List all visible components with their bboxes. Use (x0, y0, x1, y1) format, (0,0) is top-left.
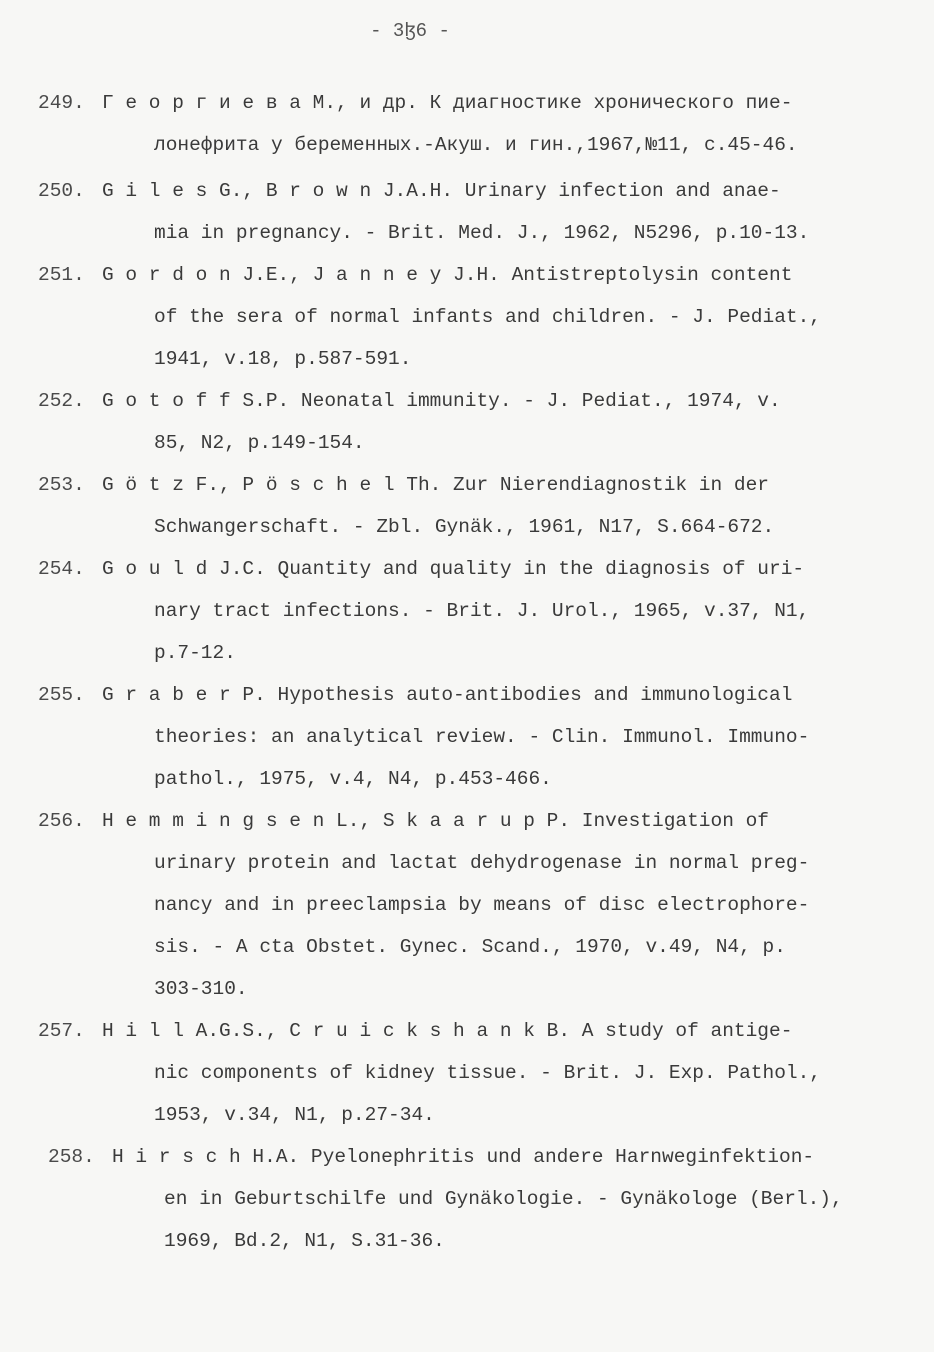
reference-254 (38, 548, 898, 674)
page-number: - 3ɮ6 - (370, 20, 450, 42)
reference-line: nic components of kidney tissue. - Brit. J. Exp. Pathol., (154, 1062, 822, 1084)
reference-text (102, 254, 862, 380)
reference-number: 253. (38, 474, 85, 496)
reference-line: H i l l A.G.S., C r u i c k s h a n k B. A study of antige- (102, 1020, 793, 1042)
reference-number: 249. (38, 92, 85, 114)
reference-text (102, 464, 862, 548)
reference-line: mia in pregnancy. - Brit. Med. J., 1962, N5296, p.10-13. (154, 222, 810, 244)
reference-number: 258. (48, 1146, 95, 1168)
reference-253 (38, 464, 898, 548)
reference-number: 250. (38, 180, 85, 202)
reference-line: 1953, v.34, N1, p.27-34. (154, 1104, 435, 1126)
reference-line: sis. - A cta Obstet. Gynec. Scand., 1970, v.49, N4, p. (154, 936, 786, 958)
reference-line: G o t o f f S.P. Neonatal immunity. - J. Pediat., 1974, v. (102, 390, 781, 412)
reference-251 (38, 254, 898, 380)
reference-line: Schwangerschaft. - Zbl. Gynäk., 1961, N17, S.664-672. (154, 516, 775, 538)
reference-line: pathol., 1975, v.4, N4, p.453-466. (154, 768, 552, 790)
reference-text (102, 380, 862, 464)
reference-line: of the sera of normal infants and children. - J. Pediat., (154, 306, 822, 328)
reference-line: G o u l d J.C. Quantity and quality in the diagnosis of uri- (102, 558, 805, 580)
reference-line: p.7-12. (154, 642, 236, 664)
reference-line: G ö t z F., P ö s c h e l Th. Zur Nierendiagnostik in der (102, 474, 770, 496)
reference-line: H e m m i n g s e n L., S k a a r u p P. Investigation of (102, 810, 770, 832)
reference-line: 85, N2, p.149-154. (154, 432, 365, 454)
reference-line: en in Geburtschilfe und Gynäkologie. - Gynäkologe (Berl.), (164, 1188, 843, 1210)
reference-line: G i l e s G., B r o w n J.A.H. Urinary infection and anae- (102, 180, 781, 202)
reference-text (102, 170, 862, 254)
reference-258 (48, 1136, 898, 1262)
reference-text (102, 674, 862, 800)
reference-line: 1969, Bd.2, N1, S.31-36. (164, 1230, 445, 1252)
reference-number: 255. (38, 684, 85, 706)
reference-255 (38, 674, 898, 800)
reference-249 (38, 82, 898, 166)
reference-number: 254. (38, 558, 85, 580)
reference-line: Г е о р г и е в а М., и др. К диагностике хронического пие- (102, 92, 793, 114)
reference-256 (38, 800, 898, 1010)
reference-number: 257. (38, 1020, 85, 1042)
reference-line: G r a b e r P. Hypothesis auto-antibodies and immunological (102, 684, 793, 706)
reference-line: nary tract infections. - Brit. J. Urol., 1965, v.37, N1, (154, 600, 810, 622)
reference-text (102, 548, 862, 674)
reference-line: theories: an analytical review. - Clin. Immunol. Immuno- (154, 726, 810, 748)
reference-text (102, 1010, 862, 1136)
reference-250 (38, 170, 898, 254)
reference-line: 1941, v.18, p.587-591. (154, 348, 412, 370)
reference-list (38, 82, 898, 1262)
reference-line: H i r s c h H.A. Pyelonephritis und andere Harnweginfektion- (112, 1146, 815, 1168)
reference-252 (38, 380, 898, 464)
reference-text (102, 800, 862, 1010)
reference-text (112, 1136, 872, 1262)
reference-text (102, 82, 862, 166)
reference-line: nancy and in preeclampsia by means of disc electrophore- (154, 894, 810, 916)
reference-number: 252. (38, 390, 85, 412)
reference-line: 303-310. (154, 978, 248, 1000)
reference-number: 256. (38, 810, 85, 832)
reference-line: G o r d o n J.E., J a n n e y J.H. Antistreptolysin content (102, 264, 793, 286)
reference-line: urinary protein and lactat dehydrogenase in normal preg- (154, 852, 810, 874)
reference-257 (38, 1010, 898, 1136)
reference-number: 251. (38, 264, 85, 286)
reference-line: лонефрита у беременных.-Акуш. и гин.,1967,№11, с.45-46. (154, 134, 798, 156)
